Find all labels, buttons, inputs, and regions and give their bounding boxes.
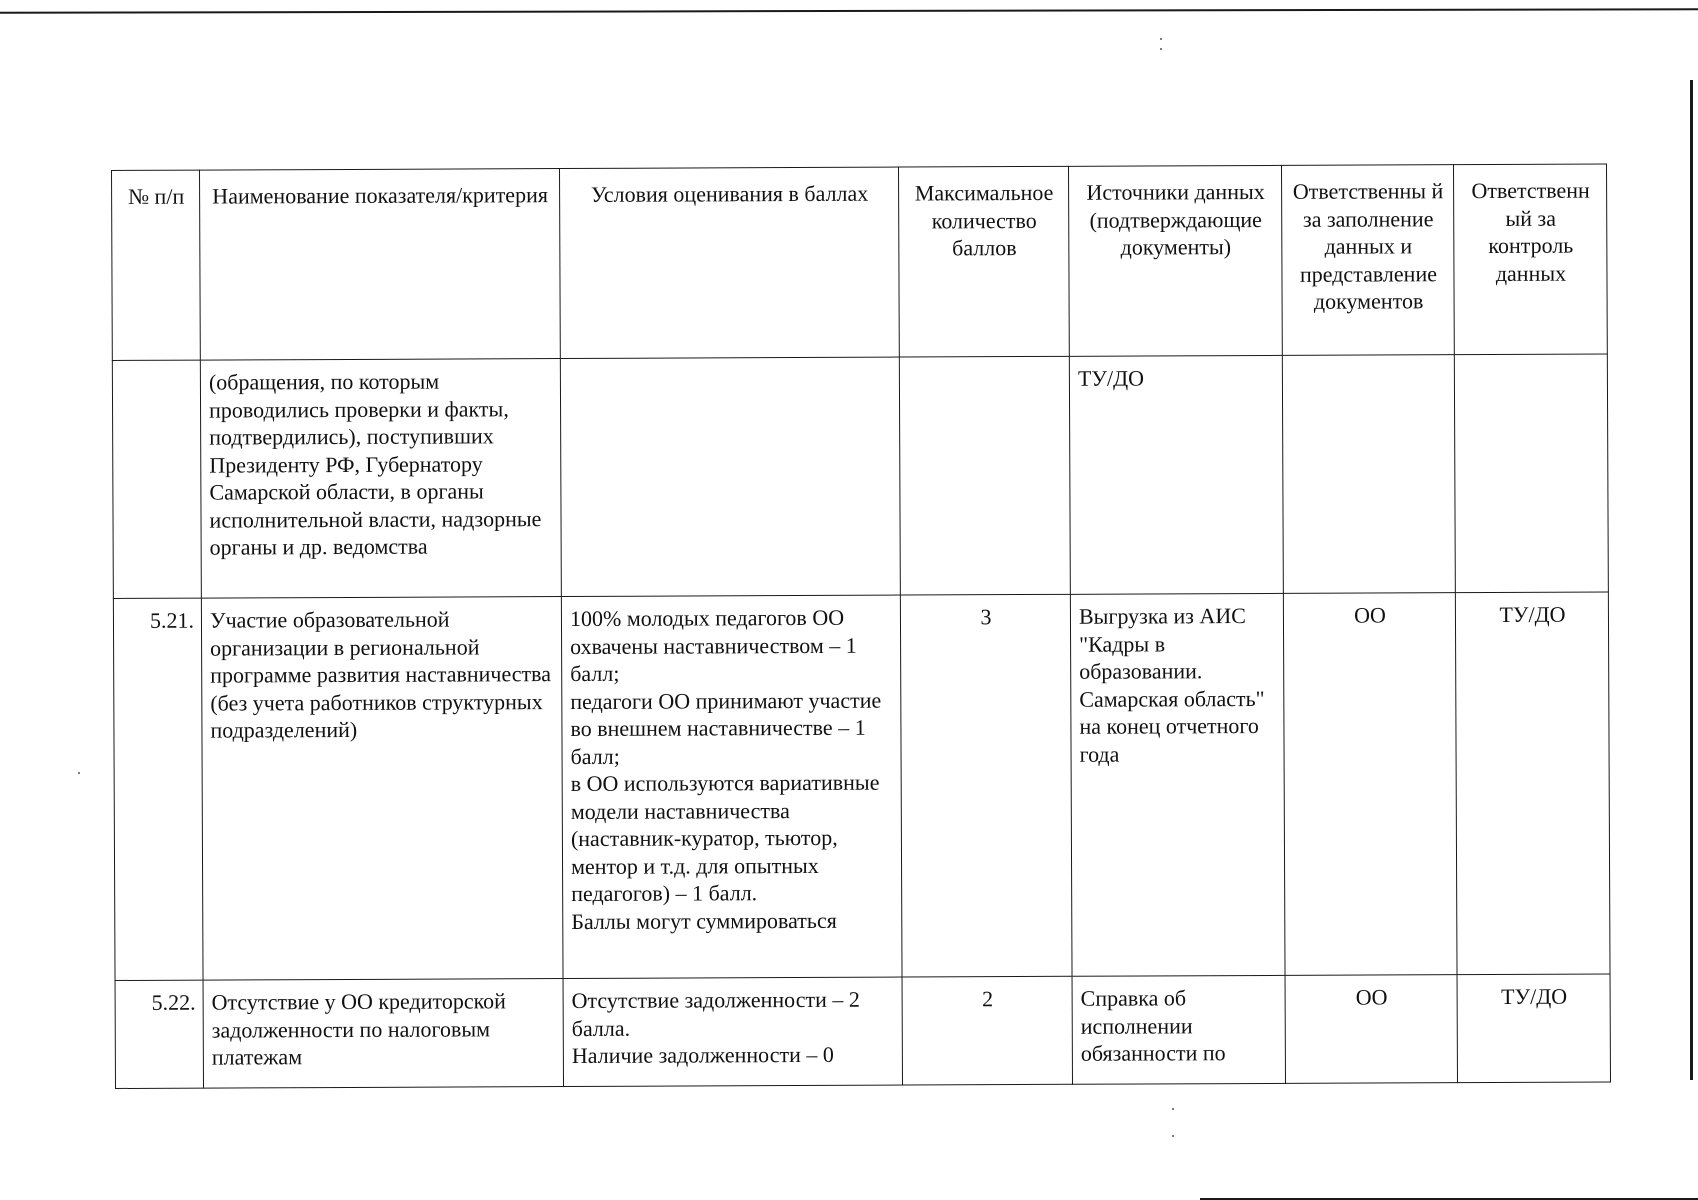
header-responsible-fill: Ответственны й за заполнение данных и представление документов (1281, 165, 1454, 356)
scan-border-right (1690, 80, 1693, 1080)
cell-criterion-name: Отсутствие у ОО кредиторской задолженности по налоговым платежам (203, 979, 563, 1089)
cell-conditions (560, 357, 900, 596)
cell-responsible-control: ТУ/ДО (1457, 974, 1610, 1083)
header-responsible-control: Ответственн ый за контроль данных (1453, 164, 1607, 355)
header-max-points: Максимальное количество баллов (898, 166, 1069, 357)
scan-speck (78, 772, 80, 774)
cell-max-points: 2 (902, 976, 1072, 1085)
criteria-table (111, 163, 1611, 1089)
scan-speck (1160, 38, 1162, 40)
header-number: № п/п (112, 170, 201, 360)
cell-number (112, 360, 201, 598)
cell-responsible-fill: ОО (1285, 975, 1457, 1084)
table-row (113, 592, 1610, 981)
table-row (112, 354, 1608, 599)
cell-responsible-fill (1282, 355, 1455, 594)
cell-max-points (899, 356, 1070, 595)
cell-data-source: Выгрузка из АИС "Кадры в образовании. Самарская область" на конец отчетного года (1070, 593, 1285, 976)
scan-border-top (0, 8, 1698, 14)
cell-responsible-fill: ОО (1283, 593, 1457, 976)
cell-data-source: Справка об исполнении обязанности по (1072, 975, 1285, 1084)
scan-speck (1172, 1135, 1174, 1137)
header-conditions: Условия оценивания в баллах (559, 167, 899, 358)
cell-responsible-control: ТУ/ДО (1455, 592, 1610, 975)
scan-speck (1160, 48, 1162, 50)
cell-conditions: 100% молодых педагогов ОО охвачены наставничеством – 1 балл; педагоги ОО принимают участие во внешнем наставничестве – 1 балл; в ОО используются вариативные модели наставничества (наставник-куратор, тьютор, ментор и т.д. для опытных педагогов) – 1 балл. Баллы могут суммироваться (561, 595, 902, 978)
cell-criterion-name: (обращения, по которым проводились проверки и факты, подтвердились), поступивших Президенту РФ, Губернатору Самарской области, в органы исполнительной власти, надзорные органы и др. ведомства (200, 359, 561, 599)
cell-max-points: 3 (900, 594, 1072, 977)
cell-number: 5.22. (115, 980, 203, 1088)
table-row (115, 974, 1610, 1089)
header-data-sources: Источники данных (подтверждающие документы) (1068, 165, 1282, 356)
table-header-row (112, 164, 1608, 361)
cell-conditions: Отсутствие задолженности – 2 балла. Наличие задолженности – 0 (563, 977, 902, 1086)
cell-responsible-control (1454, 354, 1608, 593)
header-criterion-name: Наименование показателя/критерия (200, 169, 561, 361)
cell-number: 5.21. (113, 598, 203, 980)
cell-criterion-name: Участие образовательной организации в региональной программе развития наставничества (без учета работников структурных подразделений) (201, 597, 563, 981)
scan-speck (1172, 1108, 1174, 1110)
cell-data-source: ТУ/ДО (1069, 355, 1283, 594)
